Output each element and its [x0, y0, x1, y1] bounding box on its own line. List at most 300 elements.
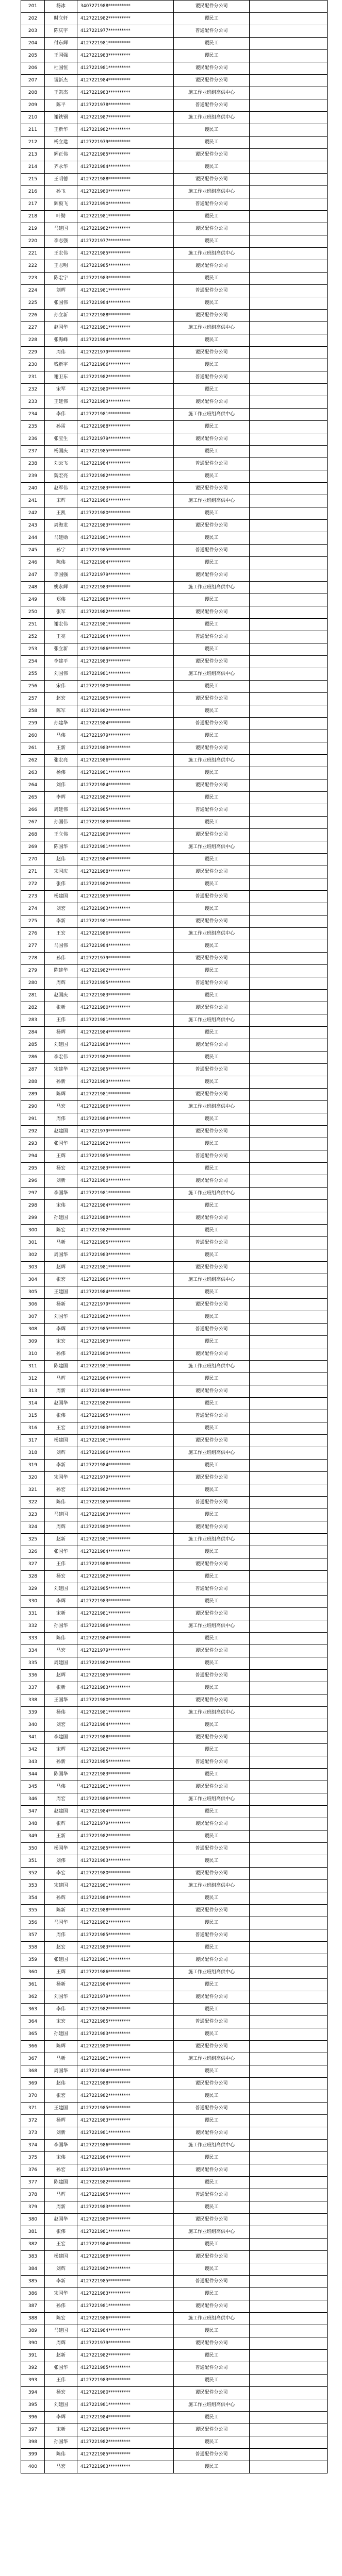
position: 谡民配件分公司 — [174, 2078, 250, 2090]
id-number: 4127221980********** — [77, 681, 174, 693]
id-number: 4127221982********** — [77, 2090, 174, 2103]
empty-cell — [250, 1694, 328, 1707]
position: 谡民工 — [174, 903, 250, 916]
person-name: 张新 — [45, 1002, 77, 1014]
id-number: 4127221981********** — [77, 1534, 174, 1546]
table-row — [21, 1694, 328, 1707]
id-number: 4127221983********** — [77, 1682, 174, 1694]
id-number: 4127221981********** — [77, 1014, 174, 1027]
row-number: 356 — [21, 1917, 45, 1929]
position: 谡民工 — [174, 1769, 250, 1781]
row-number: 206 — [21, 62, 45, 75]
table-row — [21, 2276, 328, 2288]
person-name: 王志明 — [45, 260, 77, 273]
row-number: 223 — [21, 273, 45, 285]
id-number: 4127221985********** — [77, 693, 174, 705]
id-number: 4127221984********** — [77, 2152, 174, 2164]
row-number: 208 — [21, 87, 45, 99]
row-number: 333 — [21, 1633, 45, 1645]
empty-cell — [250, 532, 328, 545]
position: 谡民工 — [174, 2239, 250, 2251]
id-number: 4127221983********** — [77, 1249, 174, 1262]
empty-cell — [250, 1534, 328, 1546]
table-row — [21, 2214, 328, 2226]
id-number: 4127221982********** — [77, 223, 174, 235]
row-number: 322 — [21, 1497, 45, 1509]
position: 谡民工 — [174, 1571, 250, 1583]
id-number: 4127221988********** — [77, 1385, 174, 1398]
row-number: 378 — [21, 2189, 45, 2201]
position: 施工作业班组高供中心 — [174, 2226, 250, 2239]
person-name: 杨宏 — [45, 1571, 77, 1583]
row-number: 258 — [21, 705, 45, 718]
empty-cell — [250, 1002, 328, 1014]
empty-cell — [250, 1435, 328, 1447]
table-row — [21, 792, 328, 804]
position: 谡民配件分公司 — [174, 2424, 250, 2436]
id-number: 4127221981********** — [77, 2226, 174, 2239]
row-number: 240 — [21, 483, 45, 495]
row-number: 398 — [21, 2436, 45, 2449]
position: 普通配件分公司 — [174, 99, 250, 112]
person-name: 陈建华 — [45, 965, 77, 977]
person-name: 王建国 — [45, 1286, 77, 1299]
table-row — [21, 25, 328, 38]
row-number: 370 — [21, 2090, 45, 2103]
empty-cell — [250, 1781, 328, 1793]
table-row — [21, 2325, 328, 2337]
id-number: 4127221982********** — [77, 1052, 174, 1064]
row-number: 272 — [21, 878, 45, 891]
position: 普通配件分公司 — [174, 1843, 250, 1855]
id-number: 4127221985********** — [77, 1064, 174, 1076]
position: 谡民工 — [174, 1460, 250, 1472]
row-number: 357 — [21, 1929, 45, 1942]
empty-cell — [250, 928, 328, 940]
id-number: 4127221981********** — [77, 1707, 174, 1719]
table-row — [21, 124, 328, 137]
empty-cell — [250, 2239, 328, 2251]
position: 谡民配件分公司 — [174, 1262, 250, 1274]
position: 谡民工 — [174, 273, 250, 285]
id-number: 4127221988********** — [77, 2251, 174, 2263]
empty-cell — [250, 2412, 328, 2424]
id-number: 4127221982********** — [77, 1657, 174, 1670]
position: 谡民配件分公司 — [174, 149, 250, 161]
empty-cell — [250, 1855, 328, 1868]
empty-cell — [250, 520, 328, 532]
roster-table — [21, 0, 328, 2473]
id-number: 4127221979********** — [77, 2337, 174, 2350]
row-number: 346 — [21, 1793, 45, 1806]
row-number: 219 — [21, 223, 45, 235]
empty-cell — [250, 495, 328, 507]
empty-cell — [250, 2387, 328, 2399]
id-number: 4127221981********** — [77, 1880, 174, 1892]
id-number: 4127221985********** — [77, 977, 174, 990]
row-number: 261 — [21, 742, 45, 755]
person-name: 李建国 — [45, 1732, 77, 1744]
person-name: 宋宏 — [45, 1336, 77, 1348]
empty-cell — [250, 2152, 328, 2164]
table-row — [21, 594, 328, 606]
person-name: 张国华 — [45, 2362, 77, 2375]
row-number: 324 — [21, 1521, 45, 1534]
row-number: 368 — [21, 2065, 45, 2078]
row-number: 242 — [21, 507, 45, 520]
table-row — [21, 87, 328, 99]
position: 谡民工 — [174, 1027, 250, 1039]
id-number: 4127221985********** — [77, 804, 174, 817]
id-number: 4127221985********** — [77, 1324, 174, 1336]
position: 谡民配件分公司 — [174, 569, 250, 582]
id-number: 4127221984********** — [77, 1460, 174, 1472]
row-number: 284 — [21, 1027, 45, 1039]
row-number: 328 — [21, 1571, 45, 1583]
id-number: 4127221983********** — [77, 1942, 174, 1954]
table-row — [21, 1126, 328, 1138]
person-name: 王宏 — [45, 2239, 77, 2251]
empty-cell — [250, 2140, 328, 2152]
empty-cell — [250, 2201, 328, 2214]
empty-cell — [250, 1806, 328, 1818]
row-number: 390 — [21, 2337, 45, 2350]
empty-cell — [250, 1546, 328, 1558]
id-number: 4127221981********** — [77, 211, 174, 223]
id-number: 4127221979********** — [77, 2164, 174, 2177]
table-row — [21, 1014, 328, 1027]
table-row — [21, 2362, 328, 2375]
empty-cell — [250, 1398, 328, 1410]
id-number: 4127221990********** — [77, 198, 174, 211]
table-row — [21, 260, 328, 273]
id-number: 4127221984********** — [77, 1806, 174, 1818]
id-number: 4127221981********** — [77, 1608, 174, 1620]
person-name: 李辉 — [45, 2412, 77, 2424]
position: 施工作业班组高供中心 — [174, 1101, 250, 1113]
table-row — [21, 458, 328, 470]
empty-cell — [250, 1521, 328, 1534]
position: 谡民工 — [174, 2375, 250, 2387]
position: 谡民配件分公司 — [174, 916, 250, 928]
empty-cell — [250, 668, 328, 681]
table-row — [21, 1744, 328, 1756]
person-name: 赵辉 — [45, 1670, 77, 1682]
row-number: 251 — [21, 619, 45, 631]
person-name: 李新 — [45, 916, 77, 928]
id-number: 4127221985********** — [77, 1237, 174, 1249]
id-number: 4127221982********** — [77, 2436, 174, 2449]
person-name: 李伟 — [45, 409, 77, 421]
person-name: 陈辉 — [45, 2041, 77, 2053]
table-row — [21, 1076, 328, 1089]
position: 施工作业班组高供中心 — [174, 1967, 250, 1979]
row-number: 348 — [21, 1818, 45, 1831]
person-name: 陈国华 — [45, 841, 77, 854]
table-row — [21, 1398, 328, 1410]
position: 谡民工 — [174, 2004, 250, 2016]
person-name: 张国华 — [45, 1546, 77, 1558]
position: 施工作业班组高供中心 — [174, 322, 250, 334]
table-row — [21, 1719, 328, 1732]
row-number: 288 — [21, 1076, 45, 1089]
row-number: 221 — [21, 248, 45, 260]
table-row — [21, 829, 328, 841]
position: 普通配件分公司 — [174, 1583, 250, 1596]
table-row — [21, 1324, 328, 1336]
position: 谡民工 — [174, 446, 250, 458]
empty-cell — [250, 643, 328, 656]
table-row — [21, 1880, 328, 1892]
row-number: 290 — [21, 1101, 45, 1113]
person-name: 陈军 — [45, 705, 77, 718]
table-row — [21, 2053, 328, 2065]
row-number: 270 — [21, 854, 45, 866]
empty-cell — [250, 1, 328, 13]
row-number: 229 — [21, 347, 45, 359]
empty-cell — [250, 273, 328, 285]
row-number: 283 — [21, 1014, 45, 1027]
id-number: 4127221981********** — [77, 2127, 174, 2140]
id-number: 4127221982********** — [77, 705, 174, 718]
row-number: 386 — [21, 2288, 45, 2300]
table-row — [21, 2115, 328, 2127]
table-row — [21, 656, 328, 668]
row-number: 358 — [21, 1942, 45, 1954]
person-name: 王亮 — [45, 631, 77, 643]
id-number: 4127221982********** — [77, 1138, 174, 1150]
person-name: 周辉 — [45, 977, 77, 990]
empty-cell — [250, 458, 328, 470]
empty-cell — [250, 1719, 328, 1732]
table-row — [21, 1534, 328, 1546]
person-name: 宋国华 — [45, 1472, 77, 1484]
row-number: 392 — [21, 2362, 45, 2375]
id-number: 4127221981********** — [77, 532, 174, 545]
person-name: 陈建国 — [45, 2177, 77, 2189]
position: 普通配件分公司 — [174, 1237, 250, 1249]
person-name: 马宏 — [45, 2461, 77, 2473]
empty-cell — [250, 2313, 328, 2325]
table-row — [21, 1138, 328, 1150]
id-number: 4127221980********** — [77, 2041, 174, 2053]
empty-cell — [250, 1843, 328, 1855]
empty-cell — [250, 1472, 328, 1484]
person-name: 张宝生 — [45, 433, 77, 446]
position: 谡民工 — [174, 1719, 250, 1732]
table-row — [21, 817, 328, 829]
empty-cell — [250, 359, 328, 371]
table-row — [21, 2127, 328, 2140]
row-number: 394 — [21, 2387, 45, 2399]
table-row — [21, 198, 328, 211]
position: 谡民配件分公司 — [174, 1905, 250, 1917]
empty-cell — [250, 1868, 328, 1880]
table-row — [21, 916, 328, 928]
table-row — [21, 804, 328, 817]
position: 谡民工 — [174, 2028, 250, 2041]
id-number: 4127221984********** — [77, 75, 174, 87]
table-row — [21, 137, 328, 149]
row-number: 252 — [21, 631, 45, 643]
empty-cell — [250, 866, 328, 878]
empty-cell — [250, 903, 328, 916]
empty-cell — [250, 705, 328, 718]
table-row — [21, 1089, 328, 1101]
person-name: 张伟 — [45, 878, 77, 891]
table-row — [21, 507, 328, 520]
position: 谡民工 — [174, 507, 250, 520]
empty-cell — [250, 248, 328, 260]
id-number: 4127221982********** — [77, 1225, 174, 1237]
row-number: 217 — [21, 198, 45, 211]
person-name: 陈宏 — [45, 1225, 77, 1237]
id-number: 4127221977********** — [77, 25, 174, 38]
empty-cell — [250, 87, 328, 99]
position: 谡民工 — [174, 1484, 250, 1497]
table-row — [21, 470, 328, 483]
position: 普通配件分公司 — [174, 2449, 250, 2461]
table-row — [21, 1942, 328, 1954]
person-name: 谢卫东 — [45, 371, 77, 384]
person-name: 王建国 — [45, 2103, 77, 2115]
person-name: 孙新 — [45, 1076, 77, 1089]
empty-cell — [250, 1633, 328, 1645]
empty-cell — [250, 557, 328, 569]
empty-cell — [250, 186, 328, 198]
table-row — [21, 1954, 328, 1967]
position: 谡民配件分公司 — [174, 1299, 250, 1311]
table-row — [21, 1546, 328, 1558]
id-number: 4127221985********** — [77, 2276, 174, 2288]
empty-cell — [250, 2189, 328, 2201]
table-row — [21, 433, 328, 446]
position: 谡民工 — [174, 2263, 250, 2276]
empty-cell — [250, 1769, 328, 1781]
id-number: 4127221985********** — [77, 248, 174, 260]
id-number: 4127221986********** — [77, 2140, 174, 2152]
id-number: 4127221984********** — [77, 854, 174, 866]
row-number: 359 — [21, 1954, 45, 1967]
table-row — [21, 1633, 328, 1645]
person-name: 张国华 — [45, 1138, 77, 1150]
table-row — [21, 1039, 328, 1052]
person-name: 陈新 — [45, 1905, 77, 1917]
person-name: 时立轩 — [45, 13, 77, 25]
position: 谡民工 — [174, 211, 250, 223]
row-number: 211 — [21, 124, 45, 137]
position: 谡民配件分公司 — [174, 2251, 250, 2263]
id-number: 4127221982********** — [77, 878, 174, 891]
row-number: 388 — [21, 2313, 45, 2325]
row-number: 262 — [21, 755, 45, 767]
id-number: 4127221988********** — [77, 1732, 174, 1744]
row-number: 360 — [21, 1967, 45, 1979]
row-number: 231 — [21, 371, 45, 384]
row-number: 275 — [21, 916, 45, 928]
row-number: 373 — [21, 2127, 45, 2140]
position: 谡民配件分公司 — [174, 1002, 250, 1014]
empty-cell — [250, 2164, 328, 2177]
empty-cell — [250, 545, 328, 557]
person-name: 宋新 — [45, 2424, 77, 2436]
person-name: 马辉 — [45, 2189, 77, 2201]
position: 谡民配件分公司 — [174, 1175, 250, 1188]
row-number: 336 — [21, 1670, 45, 1682]
empty-cell — [250, 1509, 328, 1521]
empty-cell — [250, 1707, 328, 1719]
empty-cell — [250, 916, 328, 928]
row-number: 375 — [21, 2152, 45, 2164]
row-number: 350 — [21, 1843, 45, 1855]
id-number: 4127221984********** — [77, 1027, 174, 1039]
table-row — [21, 235, 328, 248]
table-row — [21, 705, 328, 718]
person-name: 李国华 — [45, 1188, 77, 1200]
person-name: 王新华 — [45, 124, 77, 137]
position: 谡民工 — [174, 334, 250, 347]
row-number: 228 — [21, 334, 45, 347]
position: 谡民配件分公司 — [174, 260, 250, 273]
empty-cell — [250, 1076, 328, 1089]
empty-cell — [250, 1818, 328, 1831]
table-row — [21, 1596, 328, 1608]
empty-cell — [250, 606, 328, 619]
person-name: 王伟 — [45, 1558, 77, 1571]
id-number: 4127221983********** — [77, 1422, 174, 1435]
person-name: 孙伟 — [45, 1348, 77, 1361]
row-number: 204 — [21, 38, 45, 50]
empty-cell — [250, 1620, 328, 1633]
id-number: 4127221984********** — [77, 1200, 174, 1212]
position: 施工作业班组高供中心 — [174, 1880, 250, 1892]
table-row — [21, 1979, 328, 1991]
person-name: 马伟 — [45, 1781, 77, 1793]
person-name: 王伟 — [45, 1014, 77, 1027]
table-row — [21, 965, 328, 977]
table-row — [21, 347, 328, 359]
position: 谡民工 — [174, 1633, 250, 1645]
id-number: 4127221981********** — [77, 1435, 174, 1447]
table-row — [21, 2189, 328, 2201]
position: 谡民配件分公司 — [174, 174, 250, 186]
id-number: 4127221979********** — [77, 137, 174, 149]
row-number: 372 — [21, 2115, 45, 2127]
id-number: 4127221981********** — [77, 841, 174, 854]
id-number: 4127221982********** — [77, 1744, 174, 1756]
empty-cell — [250, 693, 328, 705]
row-number: 380 — [21, 2214, 45, 2226]
table-row — [21, 2288, 328, 2300]
table-row — [21, 1200, 328, 1212]
position: 谡民配件分公司 — [174, 1435, 250, 1447]
id-number: 4127221984********** — [77, 1633, 174, 1645]
empty-cell — [250, 569, 328, 582]
person-name: 宋建国 — [45, 1880, 77, 1892]
table-row — [21, 1806, 328, 1818]
table-row — [21, 1163, 328, 1175]
id-number: 4127221981********** — [77, 38, 174, 50]
person-name: 刘宏 — [45, 1719, 77, 1732]
empty-cell — [250, 619, 328, 631]
row-number: 339 — [21, 1707, 45, 1719]
person-name: 杨建国 — [45, 891, 77, 903]
person-name: 陈平 — [45, 99, 77, 112]
row-number: 237 — [21, 446, 45, 458]
position: 施工作业班组高供中心 — [174, 1793, 250, 1806]
table-row — [21, 1422, 328, 1435]
table-row — [21, 273, 328, 285]
